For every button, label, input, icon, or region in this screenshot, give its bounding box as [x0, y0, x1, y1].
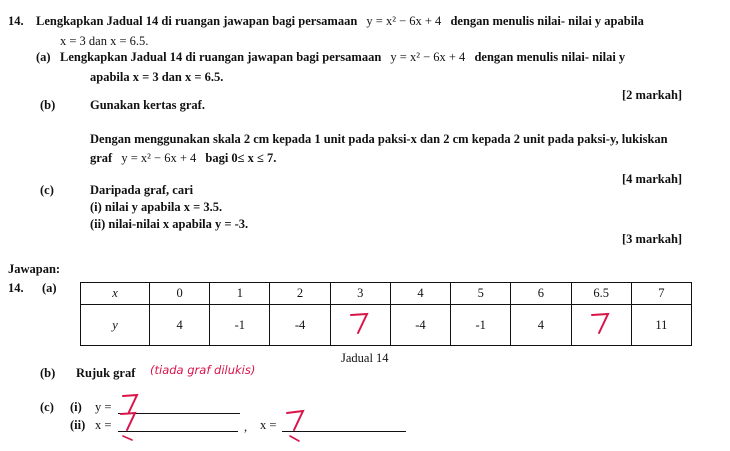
table-cell-y: 4: [511, 305, 571, 346]
answer-b-label: (b): [40, 366, 56, 380]
part-b-equation: y = x² − 6x + 4: [121, 151, 197, 165]
table-row-y: [81, 305, 692, 346]
part-c-marks: [3 markah]: [622, 232, 683, 246]
table-cell-x: 1: [210, 283, 270, 305]
handwritten-note: (tiada graf dilukis): [150, 363, 256, 377]
part-b-text-3a: graf: [90, 151, 113, 165]
part-c-text-1: Daripada graf, cari: [90, 183, 194, 197]
part-a-text-3: apabila x = 3 dan x = 6.5.: [90, 70, 224, 84]
answer-heading: Jawapan:: [8, 262, 61, 276]
question-intro-line1: [36, 14, 644, 29]
part-b-marks: [4 markah]: [622, 172, 683, 186]
answer-a-label: (a): [42, 281, 57, 295]
answer-c-ii-var2: x =: [260, 418, 277, 432]
part-a-text-2: dengan menulis nilai- nilai y: [474, 50, 626, 64]
table-cell-y: 11: [631, 305, 691, 346]
answer-c-i-label: (i): [70, 400, 82, 414]
table-cell-x: 5: [451, 283, 511, 305]
answer-c-ii-scribble-icon: [118, 410, 140, 442]
intro-text-3: x = 3 dan x = 6.5.: [60, 34, 149, 48]
part-c-i: (i) nilai y apabila x = 3.5.: [90, 200, 223, 214]
part-a-label: (a): [36, 50, 51, 64]
values-table: [80, 282, 692, 346]
table-cell-y: -4: [270, 305, 330, 346]
table-cell-y: -1: [210, 305, 270, 346]
table-header-x: x: [81, 283, 150, 305]
answer-c-ii-var: x =: [95, 418, 112, 432]
part-b-line3: [90, 151, 276, 166]
answer-c-ii-scribble-2-icon: [284, 408, 308, 444]
table-cell-x: 2: [270, 283, 330, 305]
table-cell-x: 7: [631, 283, 691, 305]
table-cell-y: 4: [150, 305, 210, 346]
table-cell-x: 3: [330, 283, 390, 305]
table-cell-x: 6.5: [571, 283, 631, 305]
answer-c-i-var: y =: [95, 400, 112, 414]
answer-c-label: (c): [40, 400, 54, 414]
question-mark-scribble-icon: [345, 311, 375, 335]
part-a-equation: y = x² − 6x + 4: [390, 50, 466, 64]
part-a-text-1: Lengkapkan Jadual 14 di ruangan jawapan bagi persamaan: [60, 50, 382, 64]
question-number: 14.: [8, 14, 24, 28]
table-caption: Jadual 14: [341, 351, 389, 365]
table-cell-y: -4: [390, 305, 450, 346]
intro-equation: y = x² − 6x + 4: [366, 14, 442, 28]
table-row-x: [81, 283, 692, 305]
table-cell-y-handwritten: [571, 305, 631, 346]
table-cell-y-handwritten: [330, 305, 390, 346]
part-b-text-2: Dengan menggunakan skala 2 cm kepada 1 unit pada paksi-x dan 2 cm kepada 2 unit pada paksi-y, lukiskan: [90, 132, 668, 146]
answer-number: 14.: [8, 281, 24, 295]
answer-c-ii-label: (ii): [70, 418, 86, 432]
answer-c-ii-separator: ,: [244, 420, 248, 434]
part-b-text-3b: bagi 0≤ x ≤ 7.: [205, 151, 277, 165]
part-c-ii: (ii) nilai-nilai x apabila y = -3.: [90, 217, 249, 231]
question-mark-scribble-icon: [586, 311, 616, 335]
part-b-text-1: Gunakan kertas graf.: [90, 98, 205, 112]
intro-text-1: Lengkapkan Jadual 14 di ruangan jawapan bagi persamaan: [36, 14, 358, 28]
part-b-label: (b): [40, 98, 56, 112]
answer-b-text: Rujuk graf: [76, 366, 136, 380]
part-a-marks: [2 markah]: [622, 88, 683, 102]
table-cell-x: 4: [390, 283, 450, 305]
intro-text-2: dengan menulis nilai- nilai y apabila: [450, 14, 644, 28]
table-header-y: y: [81, 305, 150, 346]
part-c-label: (c): [40, 183, 54, 197]
table-cell-y: -1: [451, 305, 511, 346]
table-cell-x: 0: [150, 283, 210, 305]
part-a-line1: [60, 50, 625, 65]
table-cell-x: 6: [511, 283, 571, 305]
